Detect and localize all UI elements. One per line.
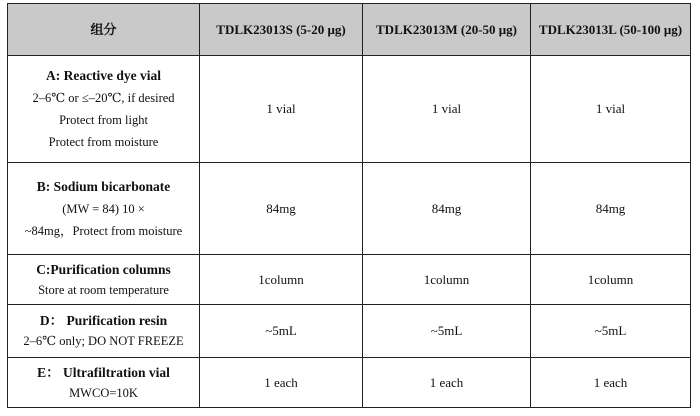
component-detail: MWCO=10K	[69, 385, 138, 400]
component-name: D： Purification resin	[39, 313, 168, 328]
value-cell: 1 vial	[363, 56, 531, 163]
component-detail: ~84mg，Protect from moisture	[24, 223, 183, 238]
component-detail: Protect from moisture	[48, 135, 159, 149]
component-name: E： Ultrafiltration vial	[37, 364, 170, 380]
value-cell: 84mg	[200, 163, 363, 255]
component-cell	[8, 358, 200, 408]
value-cell: 84mg	[363, 163, 531, 255]
components-table	[7, 3, 691, 408]
component-name: C:Purification columns	[36, 261, 171, 277]
component-detail: 2–6℃ only; DO NOT FREEZE	[23, 334, 184, 348]
header-size-l: TDLK23013L (50-100 μg)	[531, 4, 691, 56]
value-cell: 1column	[363, 255, 531, 305]
component-detail: Store at room temperature	[38, 282, 169, 297]
table-row	[8, 255, 691, 305]
component-detail: Protect from light	[59, 113, 148, 127]
component-name: B: Sodium bicarbonate	[36, 178, 171, 194]
value-cell: 1 each	[363, 358, 531, 408]
value-cell: 1column	[531, 255, 691, 305]
component-detail: 2–6℃ or ≤–20℃, if desired	[32, 91, 175, 105]
header-row	[8, 4, 691, 56]
value-cell: 84mg	[531, 163, 691, 255]
table-row	[8, 56, 691, 163]
value-cell: 1 each	[200, 358, 363, 408]
component-cell	[8, 255, 200, 305]
value-cell: ~5mL	[363, 305, 531, 358]
component-cell	[8, 56, 200, 163]
component-cell	[8, 163, 200, 255]
value-cell: 1column	[200, 255, 363, 305]
header-component: 组分	[8, 4, 200, 56]
header-size-s: TDLK23013S (5-20 μg)	[200, 4, 363, 56]
table-row	[8, 305, 691, 358]
value-cell: 1 vial	[200, 56, 363, 163]
table-row	[8, 163, 691, 255]
component-detail: (MW = 84) 10 ×	[62, 201, 145, 216]
value-cell: ~5mL	[200, 305, 363, 358]
table-row	[8, 358, 691, 408]
value-cell: 1 each	[531, 358, 691, 408]
value-cell: ~5mL	[531, 305, 691, 358]
value-cell: 1 vial	[531, 56, 691, 163]
header-size-m: TDLK23013M (20-50 μg)	[363, 4, 531, 56]
component-name: A: Reactive dye vial	[45, 68, 162, 83]
component-cell	[8, 305, 200, 358]
